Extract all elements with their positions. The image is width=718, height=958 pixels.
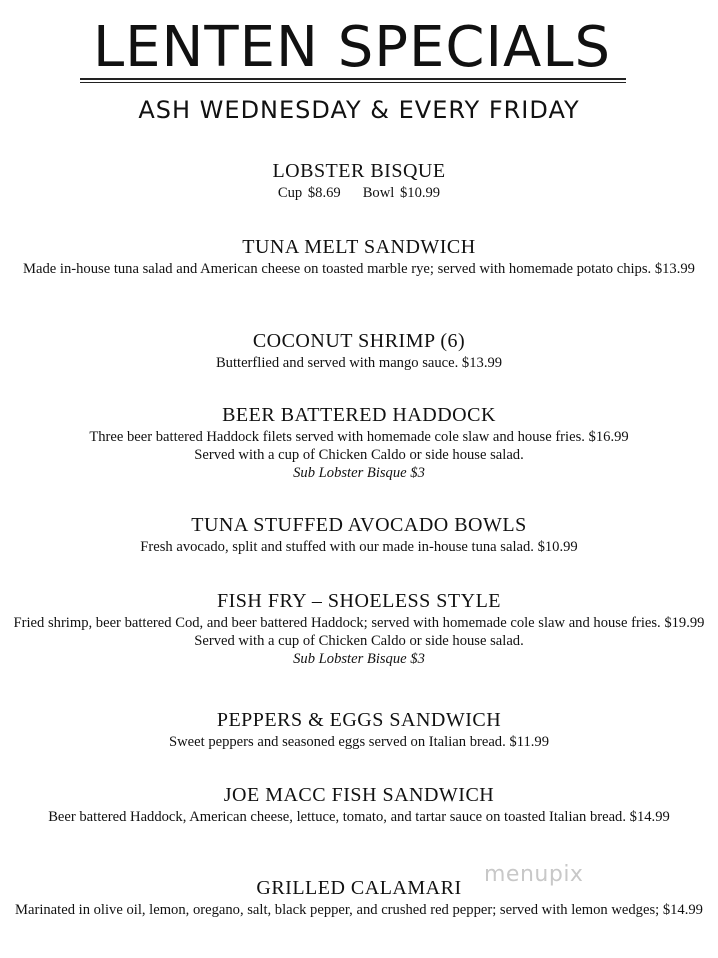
- menu-item-tuna-avocado: [0, 514, 718, 556]
- price-bowl: Bowl $10.99: [362, 185, 441, 201]
- item-description: Fried shrimp, beer battered Cod, and beer battered Haddock; served with homemade cole slaw and house fries. $19.99: [13, 615, 705, 631]
- menu-item-lobster-bisque: [0, 160, 718, 202]
- watermark: menupix: [484, 862, 584, 887]
- item-name: LOBSTER BISQUE: [272, 160, 446, 182]
- item-name: COCONUT SHRIMP (6): [252, 330, 466, 352]
- menu-item-tuna-melt: [0, 236, 718, 278]
- title-underline: [80, 78, 626, 83]
- item-side-note: Served with a cup of Chicken Caldo or side house salad.: [194, 447, 524, 463]
- item-substitution: Sub Lobster Bisque $3: [293, 651, 425, 667]
- menu-item-peppers-eggs: [0, 709, 718, 751]
- item-description: Sweet peppers and seasoned eggs served on Italian bread. $11.99: [169, 734, 549, 750]
- item-name: PEPPERS & EGGS SANDWICH: [216, 709, 502, 731]
- item-name: GRILLED CALAMARI: [256, 877, 462, 899]
- item-substitution: Sub Lobster Bisque $3: [293, 465, 425, 481]
- item-description: Beer battered Haddock, American cheese, lettuce, tomato, and tartar sauce on toasted Italian bread. $14.99: [48, 809, 670, 825]
- item-prices: [0, 184, 718, 202]
- item-description-block: [0, 428, 718, 482]
- page-title: LENTEN SPECIALS: [92, 15, 612, 80]
- menu-item-fish-fry: [0, 590, 718, 668]
- menu-item-grilled-calamari: [0, 877, 718, 919]
- menu-item-beer-battered-haddock: [0, 404, 718, 482]
- price-cup: Cup $8.69: [277, 185, 341, 201]
- page-subtitle: ASH WEDNESDAY & EVERY FRIDAY: [138, 96, 580, 124]
- item-name: FISH FRY – SHOELESS STYLE: [216, 590, 502, 612]
- menu-item-joe-macc: [0, 784, 718, 826]
- item-description: Marinated in olive oil, lemon, oregano, salt, black pepper, and crushed red pepper; served with lemon wedges; $14.99: [15, 902, 703, 918]
- item-description: Three beer battered Haddock filets served with homemade cole slaw and house fries. $16.99: [89, 429, 629, 445]
- item-name: BEER BATTERED HADDOCK: [222, 404, 496, 426]
- item-description: Fresh avocado, split and stuffed with our made in-house tuna salad. $10.99: [140, 539, 578, 555]
- item-name: JOE MACC FISH SANDWICH: [223, 784, 495, 806]
- item-description: Made in-house tuna salad and American cheese on toasted marble rye; served with homemade potato chips. $13.99: [23, 261, 695, 277]
- item-name: TUNA MELT SANDWICH: [242, 236, 476, 258]
- menu-item-coconut-shrimp: [0, 330, 718, 372]
- item-description-block: [0, 614, 718, 668]
- item-side-note: Served with a cup of Chicken Caldo or side house salad.: [194, 633, 524, 649]
- item-description: Butterflied and served with mango sauce. $13.99: [215, 355, 503, 371]
- item-name: TUNA STUFFED AVOCADO BOWLS: [191, 514, 527, 536]
